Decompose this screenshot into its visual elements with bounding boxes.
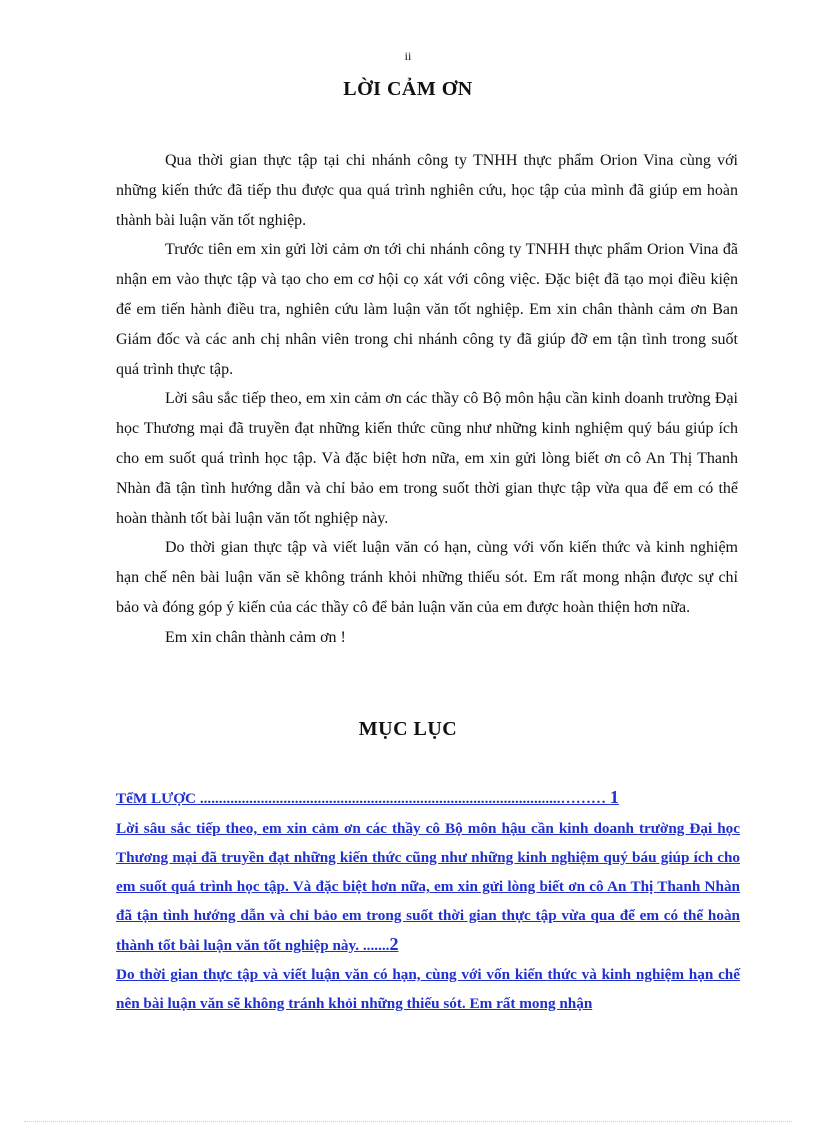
acknowledgement-paragraph: Lời sâu sắc tiếp theo, em xin cảm ơn các thầy cô Bộ môn hậu cần kinh doanh trường Đại học Thương mại đã truyền đạt những kiến thức cũng như những kinh nghiệm quý báu giúp ích cho em suốt quá trình học tập. Và đặc biệt hơn nữa, em xin gửi lòng biết ơn cô An Thị Thanh Nhàn đã tận tình hướng dẫn và chỉ bảo em trong suốt thời gian thực tập vừa qua để em có thể hoàn thành tốt bài luận văn tốt nghiệp này. — [116, 390, 738, 527]
page-bottom-divider — [24, 1121, 792, 1122]
table-of-contents — [116, 782, 740, 1018]
toc-entry-summary[interactable] — [116, 782, 740, 814]
acknowledgement-body — [116, 146, 738, 653]
toc-entry-limitations[interactable] — [116, 960, 740, 1018]
acknowledgement-paragraph: Qua thời gian thực tập tại chi nhánh công ty TNHH thực phẩm Orion Vina cùng với những kiến thức đã tiếp thu được qua quá trình nghiên cứu, học tập của mình đã giúp em hoàn thành bài luận văn tốt nghiệp. — [116, 152, 738, 229]
toc-entry-acknowledgement[interactable] — [116, 814, 740, 960]
acknowledgement-paragraph: Trước tiên em xin gửi lời cảm ơn tới chi nhánh công ty TNHH thực phẩm Orion Vina đã nhận em vào thực tập và tạo cho em cơ hội cọ xát với công việc. Đặc biệt đã tạo mọi điều kiện để em tiến hành điều tra, nghiên cứu làm luận văn tốt nghiệp. Em xin chân thành cảm ơn Ban Giám đốc và các anh chị nhân viên trong chi nhánh công ty đã giúp đỡ em tận tình trong suốt quá trình thực tập. — [116, 241, 738, 378]
toc-leader-dots: ....... — [359, 937, 390, 954]
toc-page-number: 1 — [609, 787, 619, 807]
toc-leader-dots: ...............................................................................................……… — [196, 790, 610, 807]
toc-page-number: 2 — [389, 934, 399, 954]
toc-entry-text: Do thời gian thực tập và viết luận văn có hạn, cùng với vốn kiến thức và kinh nghiệm hạn chế nên bài luận văn sẽ không tránh khỏi những thiếu sót. Em rất mong nhận — [116, 966, 740, 1012]
acknowledgement-paragraph: Do thời gian thực tập và viết luận văn có hạn, cùng với vốn kiến thức và kinh nghiệm hạn chế nên bài luận văn sẽ không tránh khỏi những thiếu sót. Em rất mong nhận được sự chỉ bảo và đóng góp ý kiến của các thầy cô để bản luận văn của em được hoàn thiện hơn nữa. — [116, 539, 738, 616]
toc-title: MỤC LỤC — [358, 718, 458, 740]
acknowledgement-title: LỜI CẢM ƠN — [343, 78, 473, 100]
acknowledgement-closing: Em xin chân thành cảm ơn ! — [165, 628, 346, 646]
toc-entry-text: Lời sâu sắc tiếp theo, em xin cảm ơn các thầy cô Bộ môn hậu cần kinh doanh trường Đại học Thương mại đã truyền đạt những kiến thức cũng như những kinh nghiệm quý báu giúp ích cho em suốt quá trình học tập. Và đặc biệt hơn nữa, em xin gửi lòng biết ơn cô An Thị Thanh Nhàn đã tận tình hướng dẫn và chỉ bảo em trong suốt thời gian thực tập vừa qua để em có thể hoàn thành tốt bài luận văn tốt nghiệp này. — [116, 820, 740, 954]
page-number: ii — [404, 49, 412, 63]
toc-entry-text: TểM LƯỢC — [116, 790, 197, 807]
